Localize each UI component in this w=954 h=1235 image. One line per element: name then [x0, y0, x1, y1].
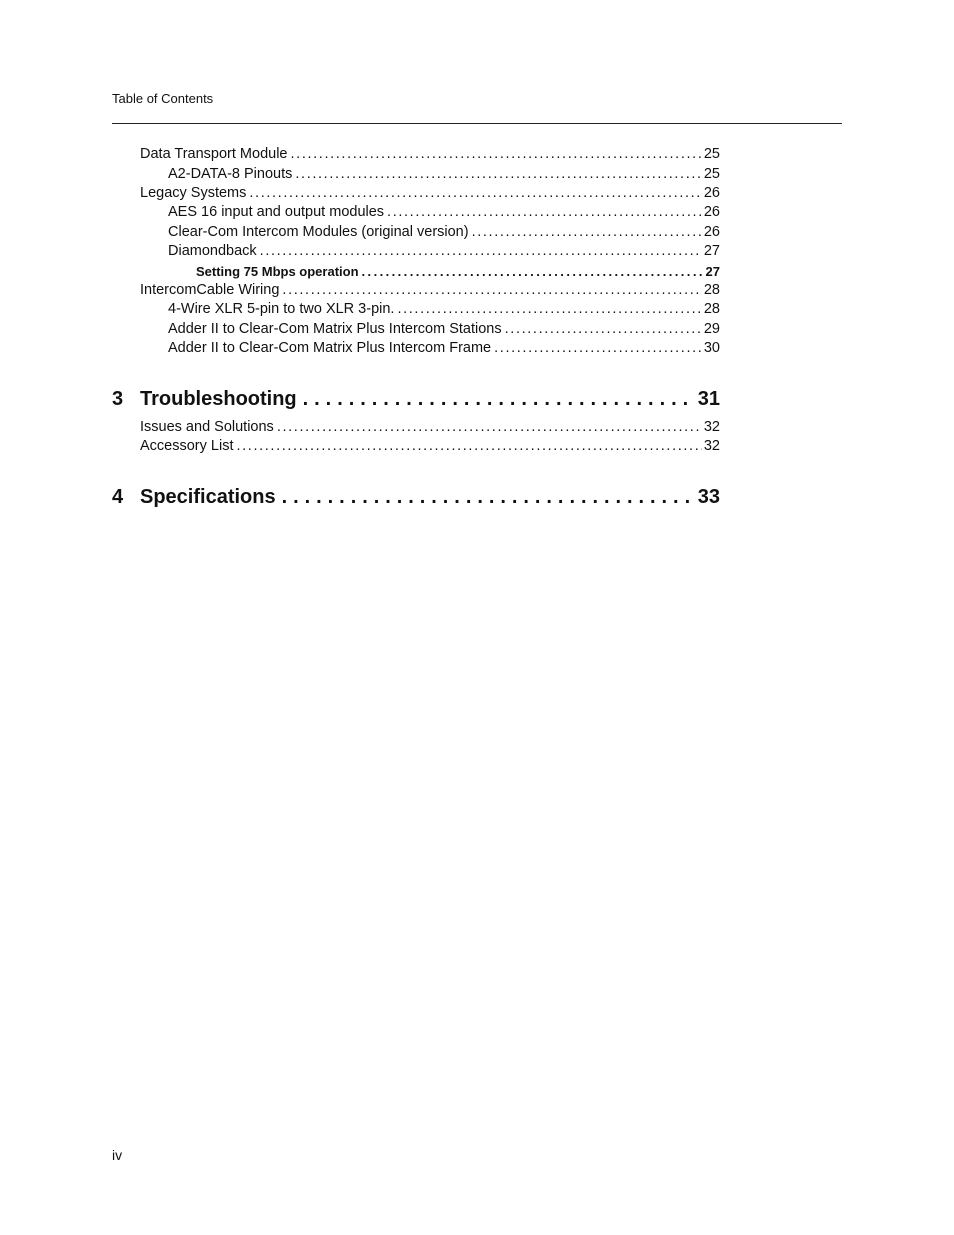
toc-entry-setting-75-mbps[interactable]: [196, 262, 720, 281]
toc-entry-a2-data-8-pinouts[interactable]: [168, 165, 720, 184]
toc-entry-aes16-modules[interactable]: [168, 203, 720, 222]
toc-entry-label: Diamondback: [168, 243, 257, 259]
chapter-page: 31: [697, 388, 720, 410]
toc-entry-page: 27: [705, 264, 720, 279]
toc-entry-page: 28: [703, 301, 720, 317]
toc-entry-page: 30: [703, 340, 720, 356]
dot-leader: [282, 484, 694, 510]
toc-entry-page: 32: [703, 438, 720, 454]
toc-entry-label: A2-DATA-8 Pinouts: [168, 166, 293, 182]
dot-leader: [260, 242, 702, 261]
toc-entry-page: 32: [703, 419, 720, 435]
toc-entry-page: 26: [703, 204, 720, 220]
chapter-page: 33: [697, 486, 720, 508]
toc-entry-label: Clear-Com Intercom Modules (original version): [168, 224, 469, 240]
chapter-title: Specifications: [140, 486, 276, 508]
dot-leader: [397, 300, 701, 319]
dot-leader: [387, 203, 702, 222]
toc-entry-label: Setting 75 Mbps operation: [196, 264, 359, 279]
toc-entry-label: IntercomCable Wiring: [140, 282, 280, 298]
toc-entry-page: 27: [703, 243, 720, 259]
dot-leader: [236, 437, 701, 456]
chapter-title: Troubleshooting: [140, 388, 297, 410]
toc-entry-accessory-list[interactable]: [140, 437, 720, 456]
chapter-number: 4: [112, 486, 124, 508]
toc-entry-page: 29: [703, 321, 720, 337]
dot-leader: [277, 418, 702, 437]
toc-entry-data-transport-module[interactable]: [140, 145, 720, 164]
toc-entry-legacy-systems[interactable]: [140, 184, 720, 203]
toc-entry-page: 25: [703, 166, 720, 182]
chapter-number: 3: [112, 388, 124, 410]
toc-entry-adder-ii-frame[interactable]: [168, 339, 720, 358]
toc-entry-page: 25: [703, 146, 720, 162]
toc-entry-clear-com-modules[interactable]: [168, 223, 720, 242]
toc-entry-page: 28: [703, 282, 720, 298]
toc-entry-diamondback[interactable]: [168, 242, 720, 261]
toc-entry-adder-ii-stations[interactable]: [168, 320, 720, 339]
toc-entry-page: 26: [703, 185, 720, 201]
dot-leader: [494, 339, 702, 358]
toc-chapter-specifications[interactable]: [112, 484, 720, 510]
toc-entry-label: Legacy Systems: [140, 185, 247, 201]
dot-leader: [303, 386, 694, 412]
toc-entry-label: Adder II to Clear-Com Matrix Plus Intercom Frame: [168, 340, 492, 356]
dot-leader: [472, 223, 702, 242]
dot-leader: [362, 262, 704, 281]
toc-entry-label: Issues and Solutions: [140, 419, 274, 435]
toc-entry-4-wire-xlr[interactable]: [168, 300, 720, 319]
toc-entry-label: Adder II to Clear-Com Matrix Plus Intercom Stations: [168, 321, 502, 337]
dot-leader: [282, 281, 701, 300]
dot-leader: [505, 320, 702, 339]
dot-leader: [295, 165, 701, 184]
toc-entry-label: 4-Wire XLR 5-pin to two XLR 3-pin.: [168, 301, 395, 317]
toc-entry-label: Accessory List: [140, 438, 234, 454]
running-header: Table of Contents: [112, 91, 214, 106]
dot-leader: [249, 184, 701, 203]
toc-chapter-troubleshooting[interactable]: [112, 386, 720, 412]
toc-entry-page: 26: [703, 224, 720, 240]
toc-entry-label: Data Transport Module: [140, 146, 288, 162]
toc-entry-label: AES 16 input and output modules: [168, 204, 385, 220]
toc-entry-issues-and-solutions[interactable]: [140, 418, 720, 437]
page-number: iv: [112, 1147, 123, 1163]
header-rule: [112, 123, 842, 124]
toc-entry-intercomcable-wiring[interactable]: [140, 281, 720, 300]
dot-leader: [291, 145, 702, 164]
